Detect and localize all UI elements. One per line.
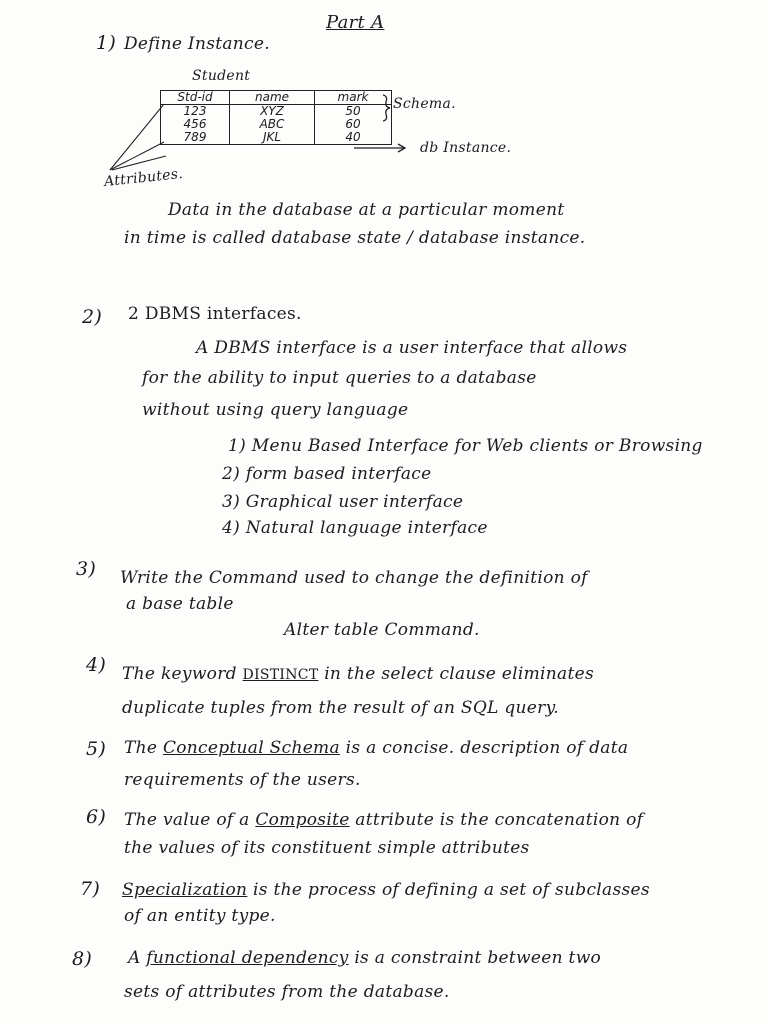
table-cell: 50 bbox=[315, 105, 392, 119]
q7-post: is the process of defining a set of subclasses bbox=[253, 880, 650, 900]
table-header: mark bbox=[315, 91, 392, 105]
q7-number: 7) bbox=[80, 878, 101, 900]
q8-line2: sets of attributes from the database. bbox=[124, 982, 450, 1002]
table-cell: 456 bbox=[161, 118, 230, 131]
q1-number: 1) bbox=[96, 32, 117, 54]
q2-number: 2) bbox=[82, 306, 103, 328]
table-cell: 123 bbox=[161, 105, 230, 119]
table-cell: 60 bbox=[315, 118, 392, 131]
q7-line2: of an entity type. bbox=[124, 906, 276, 926]
table-cell: XYZ bbox=[230, 105, 315, 119]
q2-line3: without using query language bbox=[142, 400, 409, 420]
q8-keyword: functional dependency bbox=[146, 948, 349, 968]
table-cell: ABC bbox=[230, 118, 315, 131]
attributes-label: Attributes. bbox=[103, 165, 184, 191]
q4-line2: duplicate tuples from the result of an SQL query. bbox=[122, 698, 559, 718]
q3-number: 3) bbox=[76, 558, 97, 580]
q6-pre: The value of a bbox=[124, 810, 250, 830]
q5-pre: The bbox=[124, 738, 158, 758]
q1-heading: Define Instance. bbox=[124, 34, 270, 54]
schema-label: Schema. bbox=[393, 96, 456, 112]
db-instance-label: db Instance. bbox=[420, 140, 512, 156]
q8-line1 bbox=[128, 948, 601, 968]
table-header: Std-id bbox=[161, 91, 230, 105]
q6-keyword: Composite bbox=[255, 810, 350, 830]
q6-post: attribute is the concatenation of bbox=[355, 810, 644, 830]
table-header: name bbox=[230, 91, 315, 105]
q4-keyword: DISTINCT bbox=[242, 667, 319, 683]
q3-line1: Write the Command used to change the definition of bbox=[120, 568, 588, 588]
q4-pre: The keyword bbox=[122, 664, 237, 684]
table-cell: 789 bbox=[161, 131, 230, 145]
list-item: 1) Menu Based Interface for Web clients or Browsing bbox=[228, 436, 703, 456]
q1-answer-line1: Data in the database at a particular moment bbox=[168, 200, 565, 220]
page-title: Part A bbox=[326, 12, 385, 33]
q6-line2: the values of its constituent simple attributes bbox=[124, 838, 530, 858]
q5-keyword: Conceptual Schema bbox=[162, 738, 340, 758]
q8-post: is a constraint between two bbox=[354, 948, 602, 968]
table-cell: 40 bbox=[315, 131, 392, 145]
q6-line1 bbox=[124, 810, 643, 830]
q4-post: in the select clause eliminates bbox=[324, 664, 594, 684]
q5-number: 5) bbox=[86, 738, 107, 760]
q6-number: 6) bbox=[86, 806, 107, 828]
q4-line1 bbox=[122, 664, 594, 684]
q7-keyword: Specialization bbox=[122, 880, 248, 900]
q2-line1: A DBMS interface is a user interface that allows bbox=[196, 338, 628, 358]
list-item: 3) Graphical user interface bbox=[222, 492, 464, 512]
q2-line2: for the ability to input queries to a database bbox=[142, 368, 537, 388]
list-item: 4) Natural language interface bbox=[222, 518, 488, 538]
q4-number: 4) bbox=[86, 654, 107, 676]
q3-answer: Alter table Command. bbox=[284, 620, 480, 640]
q7-line1 bbox=[122, 880, 650, 900]
q1-answer-line2: in time is called database state / database instance. bbox=[124, 228, 586, 248]
table-cell: JKL bbox=[230, 131, 315, 145]
q5-line1 bbox=[124, 738, 628, 758]
q5-post: is a concise. description of data bbox=[345, 738, 629, 758]
q3-line2: a base table bbox=[126, 594, 234, 614]
q2-heading: 2 DBMS interfaces. bbox=[128, 304, 302, 324]
q8-pre: A bbox=[128, 948, 141, 968]
table-caption: Student bbox=[192, 68, 251, 84]
list-item: 2) form based interface bbox=[222, 464, 432, 484]
q5-line2: requirements of the users. bbox=[124, 770, 361, 790]
q8-number: 8) bbox=[72, 948, 93, 970]
